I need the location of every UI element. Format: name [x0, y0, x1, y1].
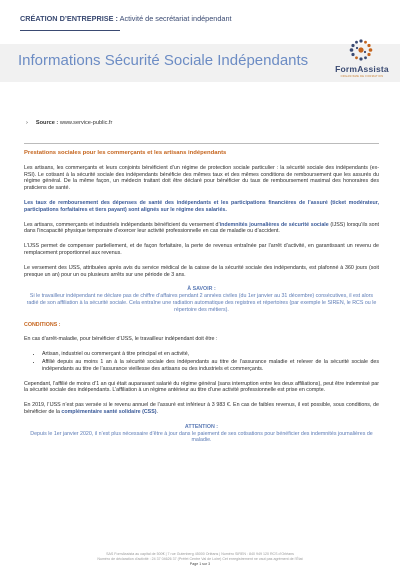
header-category: CRÉATION D’ENTREPRISE : — [20, 14, 118, 23]
css-link[interactable]: complémentaire santé solidaire (CSS) — [61, 408, 157, 415]
footer-company-info: SAS FormAssista au capital de 500€ | 7 rue Gutenberg 45000 Orléans | Numéro SIREN : 840 949 120 RCS d’Orléans — [106, 552, 294, 556]
conditions-label: CONDITIONS : — [24, 321, 61, 328]
note-a-savoir — [24, 286, 379, 313]
paragraph-ijss — [24, 222, 379, 236]
paragraph-income-text: En 2019, l’IJSS n’est pas versée si le revenu annuel de l’assuré est inférieur à 3 983 €. En cas de faibles revenus, il est possible, sous conditions, de bénéficier de la — [24, 402, 379, 415]
list-item: • Artisan, industriel ou commerçant à titre principal et en activité, — [42, 351, 379, 358]
paragraph-compensation: L’IJSS permet de compenser partiellement, et de façon forfaitaire, la perte de revenus entraînée par l’arrêt d’activité, en garantissant un revenu de remplacement proportionnel aux revenus. — [24, 243, 379, 256]
document-header — [20, 14, 232, 23]
bullet-icon: › — [26, 120, 28, 126]
section-title: Prestations sociales pour les commerçants et les artisans indépendants — [24, 150, 227, 156]
source-line — [26, 120, 112, 126]
header-subtitle: Activité de secrétariat indépendant — [117, 14, 232, 23]
paragraph-reimbursement: Les taux de remboursement des dépenses de santé des indépendants et les participations financières de l’assuré (ticket modérateur, participations forfaitaires et tiers payant) sont alignés sur le régime des salariés. — [24, 199, 379, 213]
formassista-logo — [333, 38, 391, 86]
ijss-link[interactable]: indemnités journalières de sécurité sociale — [219, 221, 329, 228]
conditions-intro: En cas d’arrêt-maladie, pour bénéficier d’IJSS, le travailleur indépendant doit être : — [24, 336, 218, 343]
paragraph-prior-affiliation: Cependant, l’affilié de moins d’1 an qui était auparavant salarié du régime général (sans interruption entre les deux affiliations), peut être indemnisé par la sécurité sociale des indépendants. L’affiliation à un régime antérieur au titre d’une activité professionnelle est prise en compte. — [24, 380, 379, 394]
list-item: • Affilié depuis au moins 1 an à la sécurité sociale des indépendants au titre de l’assurance maladie et relever de la sécurité sociale des indépendants au titre de l’assurance vieillesse des artisans ou des industriels et commerçants. — [42, 359, 379, 373]
note-attention-text: Depuis le 1er janvier 2020, il n’est plus nécessaire d’être à jour dans le paiement de ses cotisations pour bénéficier des indemnités journalières de maladie. — [30, 430, 373, 444]
logo-dots-icon — [345, 38, 377, 64]
paragraph-income-threshold — [24, 402, 379, 416]
footer-registration: Numéro de déclaration d’activité : 24 37 04626 37 (Préfet Centre Val de Loire) Cet enregistrement ne vaut pas agrément de l’État — [97, 557, 303, 561]
logo-name: FormAssista — [335, 64, 389, 74]
note-attention-label: ATTENTION : — [184, 423, 219, 430]
paragraph-income-end: . — [156, 408, 158, 415]
source-value: www.service-public.fr — [58, 120, 113, 126]
page-title: Informations Sécurité Sociale Indépendants — [18, 52, 309, 69]
paragraph-ijss-text-end: (IJSS) lorsqu’ils sont dans l’incapacité physique temporaire d’exercer leur activité professionnelle en cas de maladie ou d’accident. — [24, 221, 380, 235]
conditions-list — [24, 351, 379, 372]
paragraph-ijss-text: Les artisans, commerçants et industriels indépendants bénéficient du versement d’ — [24, 221, 220, 228]
document-body — [24, 150, 379, 452]
note-a-savoir-text: Si le travailleur indépendant ne déclare pas de chiffre d’affaires pendant 2 années civiles (du 1er janvier au 31 décembre) consécutives, il est alors radié de son affiliation à la sécurité sociale. Cela entraîne une radiation automatique des registres et répertoires (par exemple le SIREN, le RCS ou le répertoire des métiers). — [26, 293, 377, 313]
logo-tagline: ORGANISME DE FORMATION — [340, 75, 384, 78]
page-number: Page 1 sur 3 — [189, 562, 211, 566]
header-rule — [20, 30, 120, 31]
note-attention — [24, 424, 379, 444]
paragraph-intro: Les artisans, les commerçants et leurs conjoints bénéficient d’un régime de protection sociale particulier : la sécurité sociale des indépendants (ex-RSI). Le cotisant à la sécurité sociale des indépendants bénéficie des mêmes taux et des mêmes conditions de remboursement que les assurés du régime général. De la même façon, un médecin traitant doit être déclaré pour bénéficier du taux de remboursement maximal des honoraires des praticiens de santé. — [24, 164, 379, 192]
section-divider — [24, 143, 379, 144]
page-footer — [0, 552, 400, 567]
source-label: Source : — [35, 120, 59, 126]
note-a-savoir-label: À SAVOIR : — [187, 286, 216, 293]
paragraph-payment-cap: Le versement des IJSS, attribuées après avis du service médical de la caisse de la sécurité sociale des indépendants, est plafonné à 360 jours (soit presque un an) pour un ou plusieurs arrêts sur une période de 3 ans. — [24, 264, 379, 278]
